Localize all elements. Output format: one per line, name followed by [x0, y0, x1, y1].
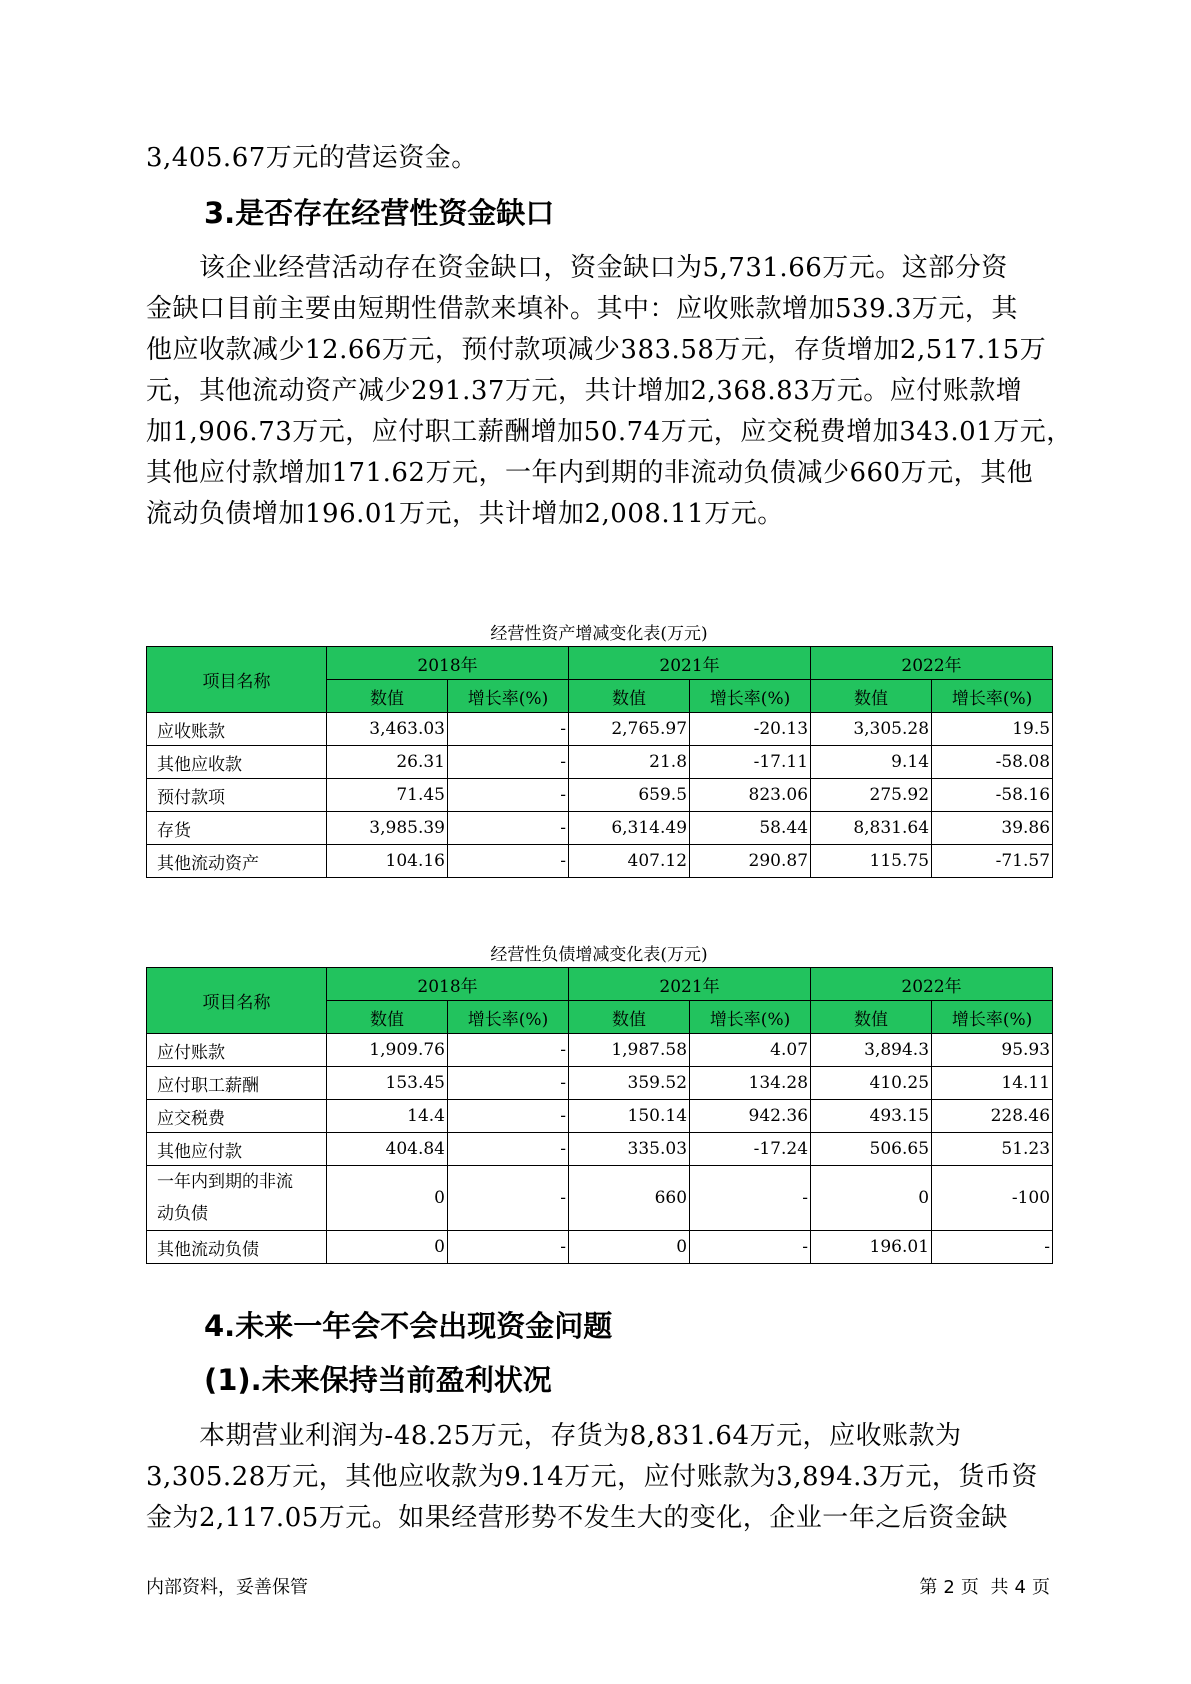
intro-line: 3,405.67万元的营运资金。 — [146, 143, 478, 173]
header-value: 数值 — [569, 1001, 690, 1034]
cell-growth-rate: - — [448, 779, 569, 812]
cell-value: 404.84 — [327, 1133, 448, 1166]
cell-value: 3,305.28 — [811, 713, 932, 746]
cell-growth-rate: 823.06 — [690, 779, 811, 812]
cell-growth-rate: 228.46 — [932, 1100, 1053, 1133]
header-year: 2022年 — [811, 647, 1053, 680]
header-year: 2021年 — [569, 968, 811, 1001]
footer-page-number — [916, 1573, 1053, 1599]
table-row — [147, 1133, 1053, 1166]
cell-value: 6,314.49 — [569, 812, 690, 845]
cell-growth-rate: 19.5 — [932, 713, 1053, 746]
cell-value: 115.75 — [811, 845, 932, 878]
paragraph-line: 3,305.28万元，其他应收款为9.14万元，应付账款为3,894.3万元，货币资 — [146, 1462, 1038, 1492]
cell-growth-rate: - — [448, 1166, 569, 1231]
total-prefix: 共 — [990, 1577, 1009, 1598]
table-row — [147, 1034, 1053, 1067]
header-rate: 增长率(%) — [448, 1001, 569, 1034]
paragraph-line: 金为2,117.05万元。如果经营形势不发生大的变化，企业一年之后资金缺 — [146, 1503, 1008, 1533]
cell-growth-rate: -20.13 — [690, 713, 811, 746]
table-row — [147, 1166, 1053, 1231]
cell-value: 1,909.76 — [327, 1034, 448, 1067]
table-row — [147, 812, 1053, 845]
header-item-name: 项目名称 — [147, 968, 327, 1034]
row-item-name: 应收账款 — [147, 713, 327, 746]
row-item-name: 其他应付款 — [147, 1133, 327, 1166]
header-year: 2022年 — [811, 968, 1053, 1001]
header-rate: 增长率(%) — [448, 680, 569, 713]
row-item-name: 其他应收款 — [147, 746, 327, 779]
page-prefix: 第 — [919, 1577, 938, 1598]
cell-growth-rate: -58.08 — [932, 746, 1053, 779]
cell-growth-rate: - — [448, 713, 569, 746]
table-row — [147, 1100, 1053, 1133]
cell-growth-rate: 39.86 — [932, 812, 1053, 845]
page-total: 4 — [1014, 1577, 1026, 1598]
cell-growth-rate: -71.57 — [932, 845, 1053, 878]
row-item-name: 存货 — [147, 812, 327, 845]
section4-paragraph — [146, 1416, 1052, 1539]
header-rate: 增长率(%) — [932, 680, 1053, 713]
cell-growth-rate: 58.44 — [690, 812, 811, 845]
row-item-name: 应付职工薪酬 — [147, 1067, 327, 1100]
cell-value: 2,765.97 — [569, 713, 690, 746]
cell-value: 3,463.03 — [327, 713, 448, 746]
cell-growth-rate: 4.07 — [690, 1034, 811, 1067]
header-rate: 增长率(%) — [932, 1001, 1053, 1034]
section3-heading: 3.是否存在经营性资金缺口 — [204, 196, 555, 230]
cell-growth-rate: 942.36 — [690, 1100, 811, 1133]
header-value: 数值 — [327, 1001, 448, 1034]
cell-growth-rate: 134.28 — [690, 1067, 811, 1100]
row-item-name: 其他流动资产 — [147, 845, 327, 878]
cell-growth-rate: - — [690, 1231, 811, 1264]
page-unit: 页 — [960, 1577, 979, 1598]
cell-growth-rate: - — [448, 845, 569, 878]
cell-growth-rate: -100 — [932, 1166, 1053, 1231]
cell-value: 3,985.39 — [327, 812, 448, 845]
row-item-name — [147, 1166, 327, 1231]
header-year: 2018年 — [327, 647, 569, 680]
cell-growth-rate: - — [932, 1231, 1053, 1264]
header-year: 2021年 — [569, 647, 811, 680]
row-item-name: 应交税费 — [147, 1100, 327, 1133]
paragraph-line: 其他应付款增加171.62万元，一年内到期的非流动负债减少660万元，其他 — [146, 458, 1034, 488]
cell-value: 150.14 — [569, 1100, 690, 1133]
table-row — [147, 845, 1053, 878]
cell-growth-rate: - — [448, 1100, 569, 1133]
header-rate: 增长率(%) — [690, 1001, 811, 1034]
cell-growth-rate: 51.23 — [932, 1133, 1053, 1166]
cell-value: 153.45 — [327, 1067, 448, 1100]
cell-value: 275.92 — [811, 779, 932, 812]
section4-subheading: (1).未来保持当前盈利状况 — [204, 1363, 552, 1397]
assets-table — [146, 646, 1053, 878]
total-unit: 页 — [1032, 1577, 1050, 1598]
row-item-name: 预付款项 — [147, 779, 327, 812]
paragraph-line: 元，其他流动资产减少291.37万元，共计增加2,368.83万元。应付账款增 — [146, 376, 1023, 406]
cell-value: 26.31 — [327, 746, 448, 779]
cell-value: 71.45 — [327, 779, 448, 812]
table-row — [147, 713, 1053, 746]
cell-value: 493.15 — [811, 1100, 932, 1133]
cell-value: 359.52 — [569, 1067, 690, 1100]
footer-confidential-note: 内部资料，妥善保管 — [146, 1577, 308, 1598]
paragraph-line: 本期营业利润为-48.25万元，存货为8,831.64万元，应收账款为 — [146, 1421, 962, 1451]
cell-growth-rate: 290.87 — [690, 845, 811, 878]
row-item-name-line: 动负债 — [157, 1204, 208, 1224]
cell-growth-rate: - — [448, 1133, 569, 1166]
cell-value: 104.16 — [327, 845, 448, 878]
cell-value: 0 — [327, 1231, 448, 1264]
header-value: 数值 — [811, 680, 932, 713]
row-item-name: 应付账款 — [147, 1034, 327, 1067]
cell-growth-rate: -17.24 — [690, 1133, 811, 1166]
cell-growth-rate: - — [690, 1166, 811, 1231]
cell-value: 659.5 — [569, 779, 690, 812]
row-item-name: 其他流动负债 — [147, 1231, 327, 1264]
cell-growth-rate: -17.11 — [690, 746, 811, 779]
cell-value: 335.03 — [569, 1133, 690, 1166]
cell-value: 0 — [811, 1166, 932, 1231]
paragraph-line: 该企业经营活动存在资金缺口，资金缺口为5,731.66万元。这部分资 — [146, 253, 1008, 283]
paragraph-line: 他应收款减少12.66万元，预付款项减少383.58万元，存货增加2,517.15万 — [146, 335, 1047, 365]
header-rate: 增长率(%) — [690, 680, 811, 713]
section4-heading: 4.未来一年会不会出现资金问题 — [204, 1309, 613, 1343]
cell-growth-rate: 14.11 — [932, 1067, 1053, 1100]
row-item-name-line: 一年内到期的非流 — [157, 1172, 293, 1192]
header-value: 数值 — [811, 1001, 932, 1034]
intro-paragraph — [146, 138, 1052, 179]
cell-value: 14.4 — [327, 1100, 448, 1133]
cell-value: 660 — [569, 1166, 690, 1231]
cell-value: 8,831.64 — [811, 812, 932, 845]
cell-growth-rate: - — [448, 1231, 569, 1264]
cell-value: 407.12 — [569, 845, 690, 878]
header-value: 数值 — [327, 680, 448, 713]
cell-value: 9.14 — [811, 746, 932, 779]
cell-growth-rate: 95.93 — [932, 1034, 1053, 1067]
page-current: 2 — [943, 1577, 955, 1598]
section3-paragraph — [146, 248, 1073, 535]
cell-value: 21.8 — [569, 746, 690, 779]
cell-growth-rate: - — [448, 746, 569, 779]
cell-value: 1,987.58 — [569, 1034, 690, 1067]
cell-growth-rate: - — [448, 812, 569, 845]
liabilities-table — [146, 967, 1053, 1264]
cell-growth-rate: -58.16 — [932, 779, 1053, 812]
assets-table-caption: 经营性资产增减变化表(万元) — [490, 624, 708, 644]
cell-value: 0 — [327, 1166, 448, 1231]
liabilities-table-caption: 经营性负债增减变化表(万元) — [490, 945, 708, 965]
table-row — [147, 1067, 1053, 1100]
cell-value: 410.25 — [811, 1067, 932, 1100]
paragraph-line: 金缺口目前主要由短期性借款来填补。其中：应收账款增加539.3万元，其 — [146, 294, 1018, 324]
header-item-name: 项目名称 — [147, 647, 327, 713]
cell-value: 3,894.3 — [811, 1034, 932, 1067]
table-row — [147, 746, 1053, 779]
header-value: 数值 — [569, 680, 690, 713]
table-row — [147, 779, 1053, 812]
cell-value: 0 — [569, 1231, 690, 1264]
header-year: 2018年 — [327, 968, 569, 1001]
paragraph-line: 加1,906.73万元，应付职工薪酬增加50.74万元，应交税费增加343.01万元， — [146, 417, 1073, 447]
table-row — [147, 1231, 1053, 1264]
cell-value: 506.65 — [811, 1133, 932, 1166]
cell-value: 196.01 — [811, 1231, 932, 1264]
paragraph-line: 流动负债增加196.01万元，共计增加2,008.11万元。 — [146, 499, 784, 529]
cell-growth-rate: - — [448, 1067, 569, 1100]
cell-growth-rate: - — [448, 1034, 569, 1067]
